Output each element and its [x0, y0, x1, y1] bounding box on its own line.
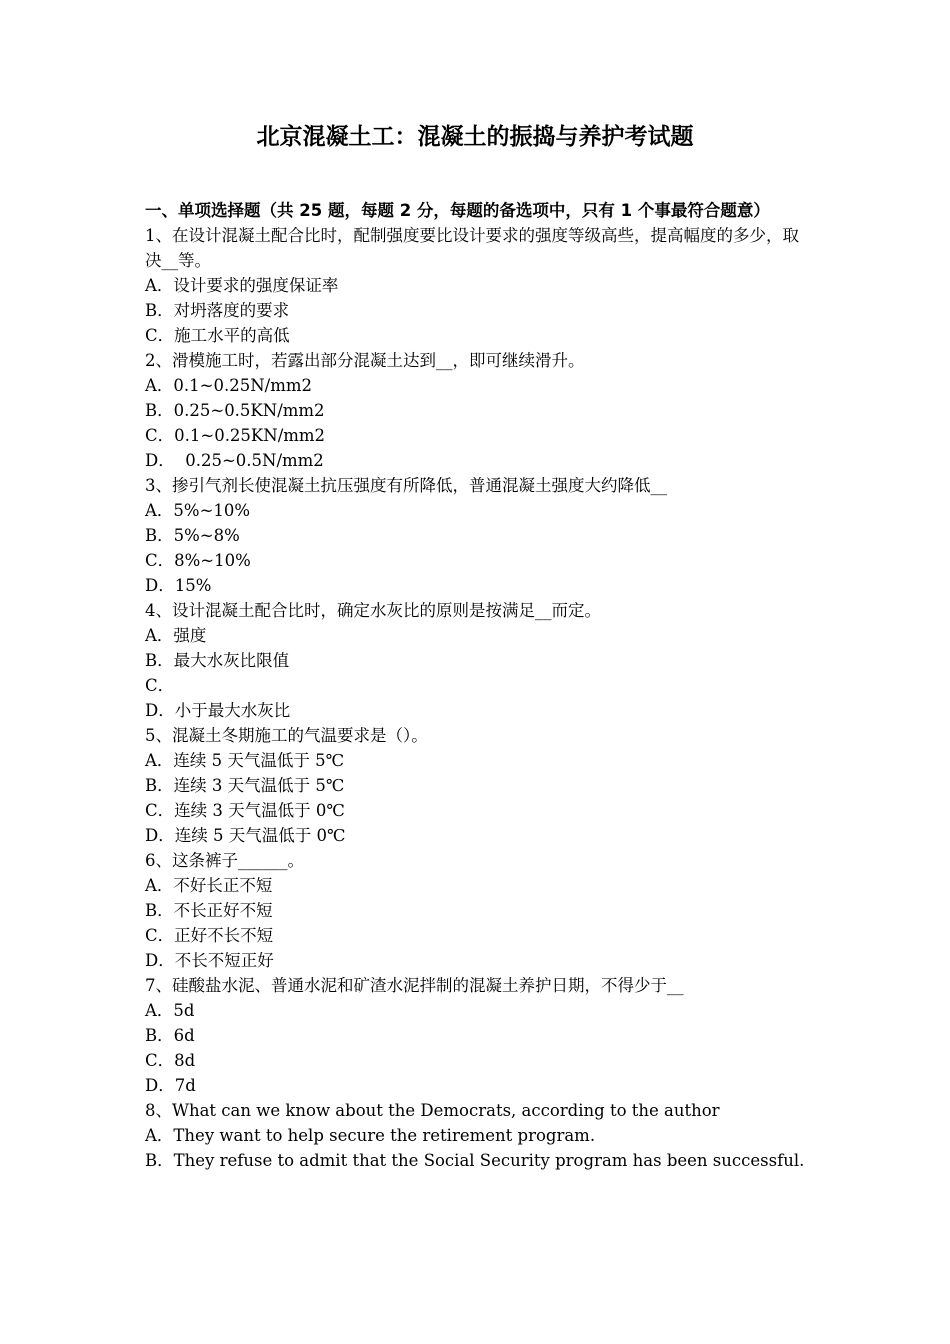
option: B．不长正好不短: [145, 901, 273, 920]
question-stem: 4、设计混凝土配合比时，确定水灰比的原则是按满足__而定。: [145, 601, 601, 620]
option: D．小于最大水灰比: [145, 701, 291, 720]
option: B．最大水灰比限值: [145, 651, 290, 670]
option: B．对坍落度的要求: [145, 301, 290, 320]
option: A．不好长正不短: [145, 876, 273, 895]
document-body: [145, 198, 810, 1173]
option: C．施工水平的高低: [145, 326, 290, 345]
option: C．0.1~0.25KN/mm2: [145, 426, 326, 445]
option: C．8%~10%: [145, 551, 251, 570]
option: D． 0.25~0.5N/mm2: [145, 451, 324, 470]
option: B．They refuse to admit that the Social Security program has been successful.: [145, 1151, 805, 1170]
option: D．不长不短正好: [145, 951, 274, 970]
option: D．7d: [145, 1076, 196, 1095]
question-stem: 8、What can we know about the Democrats, according to the author: [145, 1101, 720, 1120]
question-stem: 5、混凝土冬期施工的气温要求是（）。: [145, 726, 428, 745]
option: A．设计要求的强度保证率: [145, 276, 339, 295]
option: A．0.1~0.25N/mm2: [145, 376, 313, 395]
question-stem: 1、在设计混凝土配合比时，配制强度要比设计要求的强度等级高些，提高幅度的多少，取决__等。: [145, 226, 799, 270]
option: D．连续 5 天气温低于 0℃: [145, 826, 346, 845]
option: B．6d: [145, 1026, 195, 1045]
option: C．8d: [145, 1051, 196, 1070]
option: B．连续 3 天气温低于 5℃: [145, 776, 345, 795]
option: B．5%~8%: [145, 526, 240, 545]
section-heading: 一、单项选择题（共 25 题，每题 2 分，每题的备选项中，只有 1 个事最符合题意）: [145, 201, 770, 220]
document-title: 北京混凝土工：混凝土的振捣与养护考试题: [256, 124, 694, 150]
question-stem: 3、掺引气剂长使混凝土抗压强度有所降低，普通混凝土强度大约降低__: [145, 476, 667, 495]
question-stem: 7、硅酸盐水泥、普通水泥和矿渣水泥拌制的混凝土养护日期，不得少于__: [145, 976, 684, 995]
question-stem: 2、滑模施工时，若露出部分混凝土达到__，即可继续滑升。: [145, 351, 585, 370]
option: D．15%: [145, 576, 212, 595]
option: A．5%~10%: [145, 501, 251, 520]
option: C．连续 3 天气温低于 0℃: [145, 801, 345, 820]
option: B．0.25~0.5KN/mm2: [145, 401, 325, 420]
option: C．: [145, 676, 175, 695]
option: C．正好不长不短: [145, 926, 274, 945]
option: A．连续 5 天气温低于 5℃: [145, 751, 345, 770]
option: A．强度: [145, 626, 207, 645]
option: A．5d: [145, 1001, 195, 1020]
option: A．They want to help secure the retirement program.: [145, 1126, 596, 1145]
question-stem: 6、这条裤子______。: [145, 851, 304, 870]
